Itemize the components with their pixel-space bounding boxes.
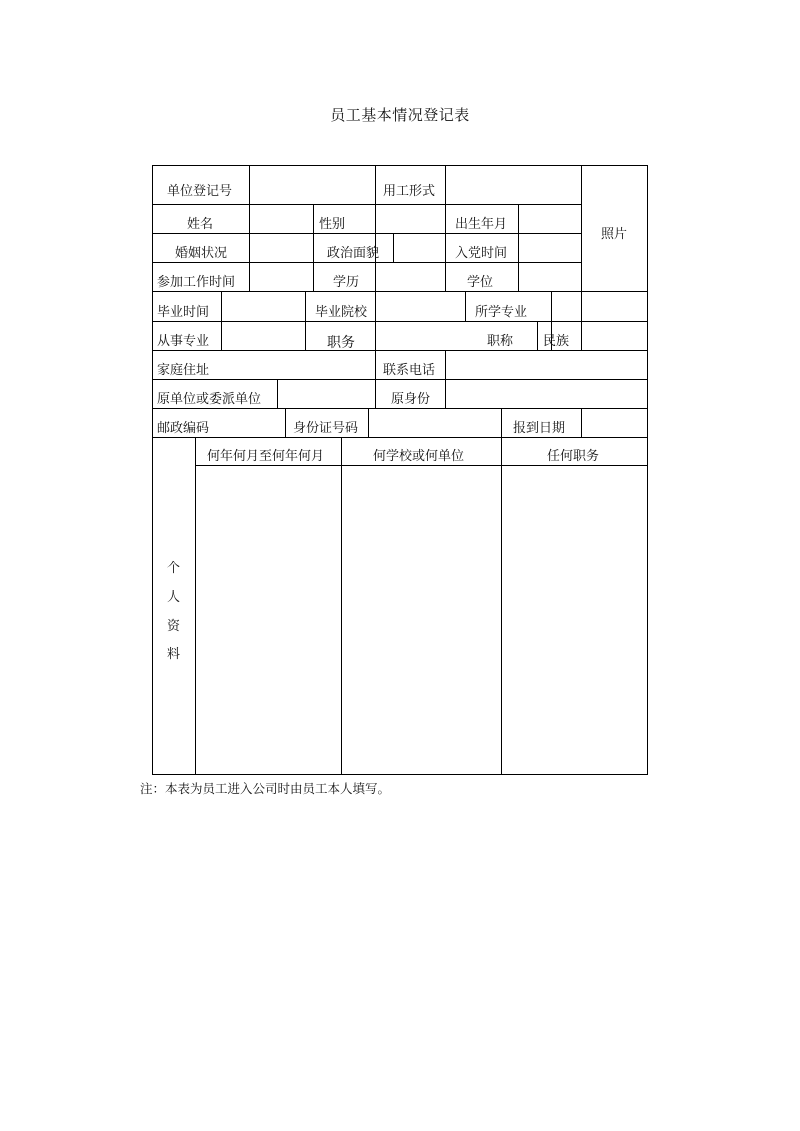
label-party-join-date: 入党时间 — [455, 246, 508, 261]
grid-line — [285, 408, 286, 437]
label-original-identity: 原身份 — [391, 392, 431, 407]
label-photo: 照片 — [601, 227, 628, 242]
grid-line — [313, 262, 314, 291]
grid-line — [518, 204, 519, 291]
resume-section-char: 人 — [167, 590, 181, 605]
grid-line — [501, 408, 502, 437]
page-title: 员工基本情况登记表 — [330, 106, 470, 124]
resume-header-school-unit: 何学校或何单位 — [373, 449, 465, 464]
label-birth-date: 出生年月 — [455, 217, 508, 232]
grid-line — [375, 291, 376, 350]
grid-line — [341, 437, 342, 775]
grid-line — [195, 465, 648, 466]
label-profession: 从事专业 — [157, 334, 210, 349]
grid-line — [445, 350, 446, 408]
grid-line — [153, 408, 648, 409]
grid-line — [393, 233, 394, 262]
footnote: 注：本表为员工进入公司时由员工本人填写。 — [140, 781, 391, 796]
label-unit-reg-no: 单位登记号 — [167, 184, 233, 199]
label-id-number: 身份证号码 — [293, 421, 359, 436]
label-report-date: 报到日期 — [513, 421, 566, 436]
resume-header-period: 何年何月至何年何月 — [207, 449, 325, 464]
grid-line — [153, 262, 581, 263]
label-political-status: 政治面貌 — [327, 246, 380, 261]
resume-header-position: 任何职务 — [547, 449, 600, 464]
grid-line — [465, 291, 466, 321]
grid-line — [305, 291, 306, 350]
label-ethnicity: 民族 — [543, 334, 570, 349]
label-home-address: 家庭住址 — [157, 363, 210, 378]
label-original-unit: 原单位或委派单位 — [157, 392, 262, 407]
grid-line — [445, 204, 446, 291]
resume-section-char: 资 — [167, 619, 181, 634]
grid-line — [153, 350, 648, 351]
label-graduation-date: 毕业时间 — [157, 305, 210, 320]
label-name: 姓名 — [187, 217, 214, 232]
label-phone: 联系电话 — [383, 363, 436, 378]
registration-form — [152, 165, 648, 775]
grid-line — [153, 437, 648, 438]
label-marital-status: 婚姻状况 — [175, 246, 228, 261]
grid-line — [221, 291, 222, 350]
grid-line — [581, 408, 582, 437]
label-major: 所学专业 — [475, 305, 528, 320]
grid-line — [195, 437, 196, 775]
resume-section-char: 料 — [167, 647, 181, 662]
grid-line — [249, 204, 250, 291]
grid-line — [313, 204, 314, 262]
label-work-start-date: 参加工作时间 — [157, 275, 236, 290]
label-gender: 性别 — [319, 217, 346, 232]
label-employment-type: 用工形式 — [383, 184, 436, 199]
grid-line — [277, 379, 278, 408]
grid-line — [153, 204, 581, 205]
grid-line — [153, 233, 581, 234]
grid-line — [249, 166, 250, 204]
grid-line — [153, 321, 648, 322]
grid-line — [445, 166, 446, 204]
grid-line — [581, 321, 582, 350]
label-title-rank: 职称 — [487, 334, 514, 349]
resume-section-char: 个 — [167, 561, 181, 576]
grid-line — [501, 437, 502, 775]
label-degree: 学位 — [467, 275, 494, 290]
label-graduate-school: 毕业院校 — [315, 305, 368, 320]
grid-line — [537, 321, 538, 350]
grid-line — [581, 166, 582, 321]
grid-line — [153, 291, 648, 292]
label-postal-code: 邮政编码 — [157, 421, 210, 436]
grid-line — [375, 166, 376, 204]
label-position: 职务 — [327, 335, 355, 351]
grid-line — [375, 350, 376, 408]
grid-line — [368, 408, 369, 437]
label-education: 学历 — [333, 275, 360, 290]
grid-line — [153, 379, 648, 380]
